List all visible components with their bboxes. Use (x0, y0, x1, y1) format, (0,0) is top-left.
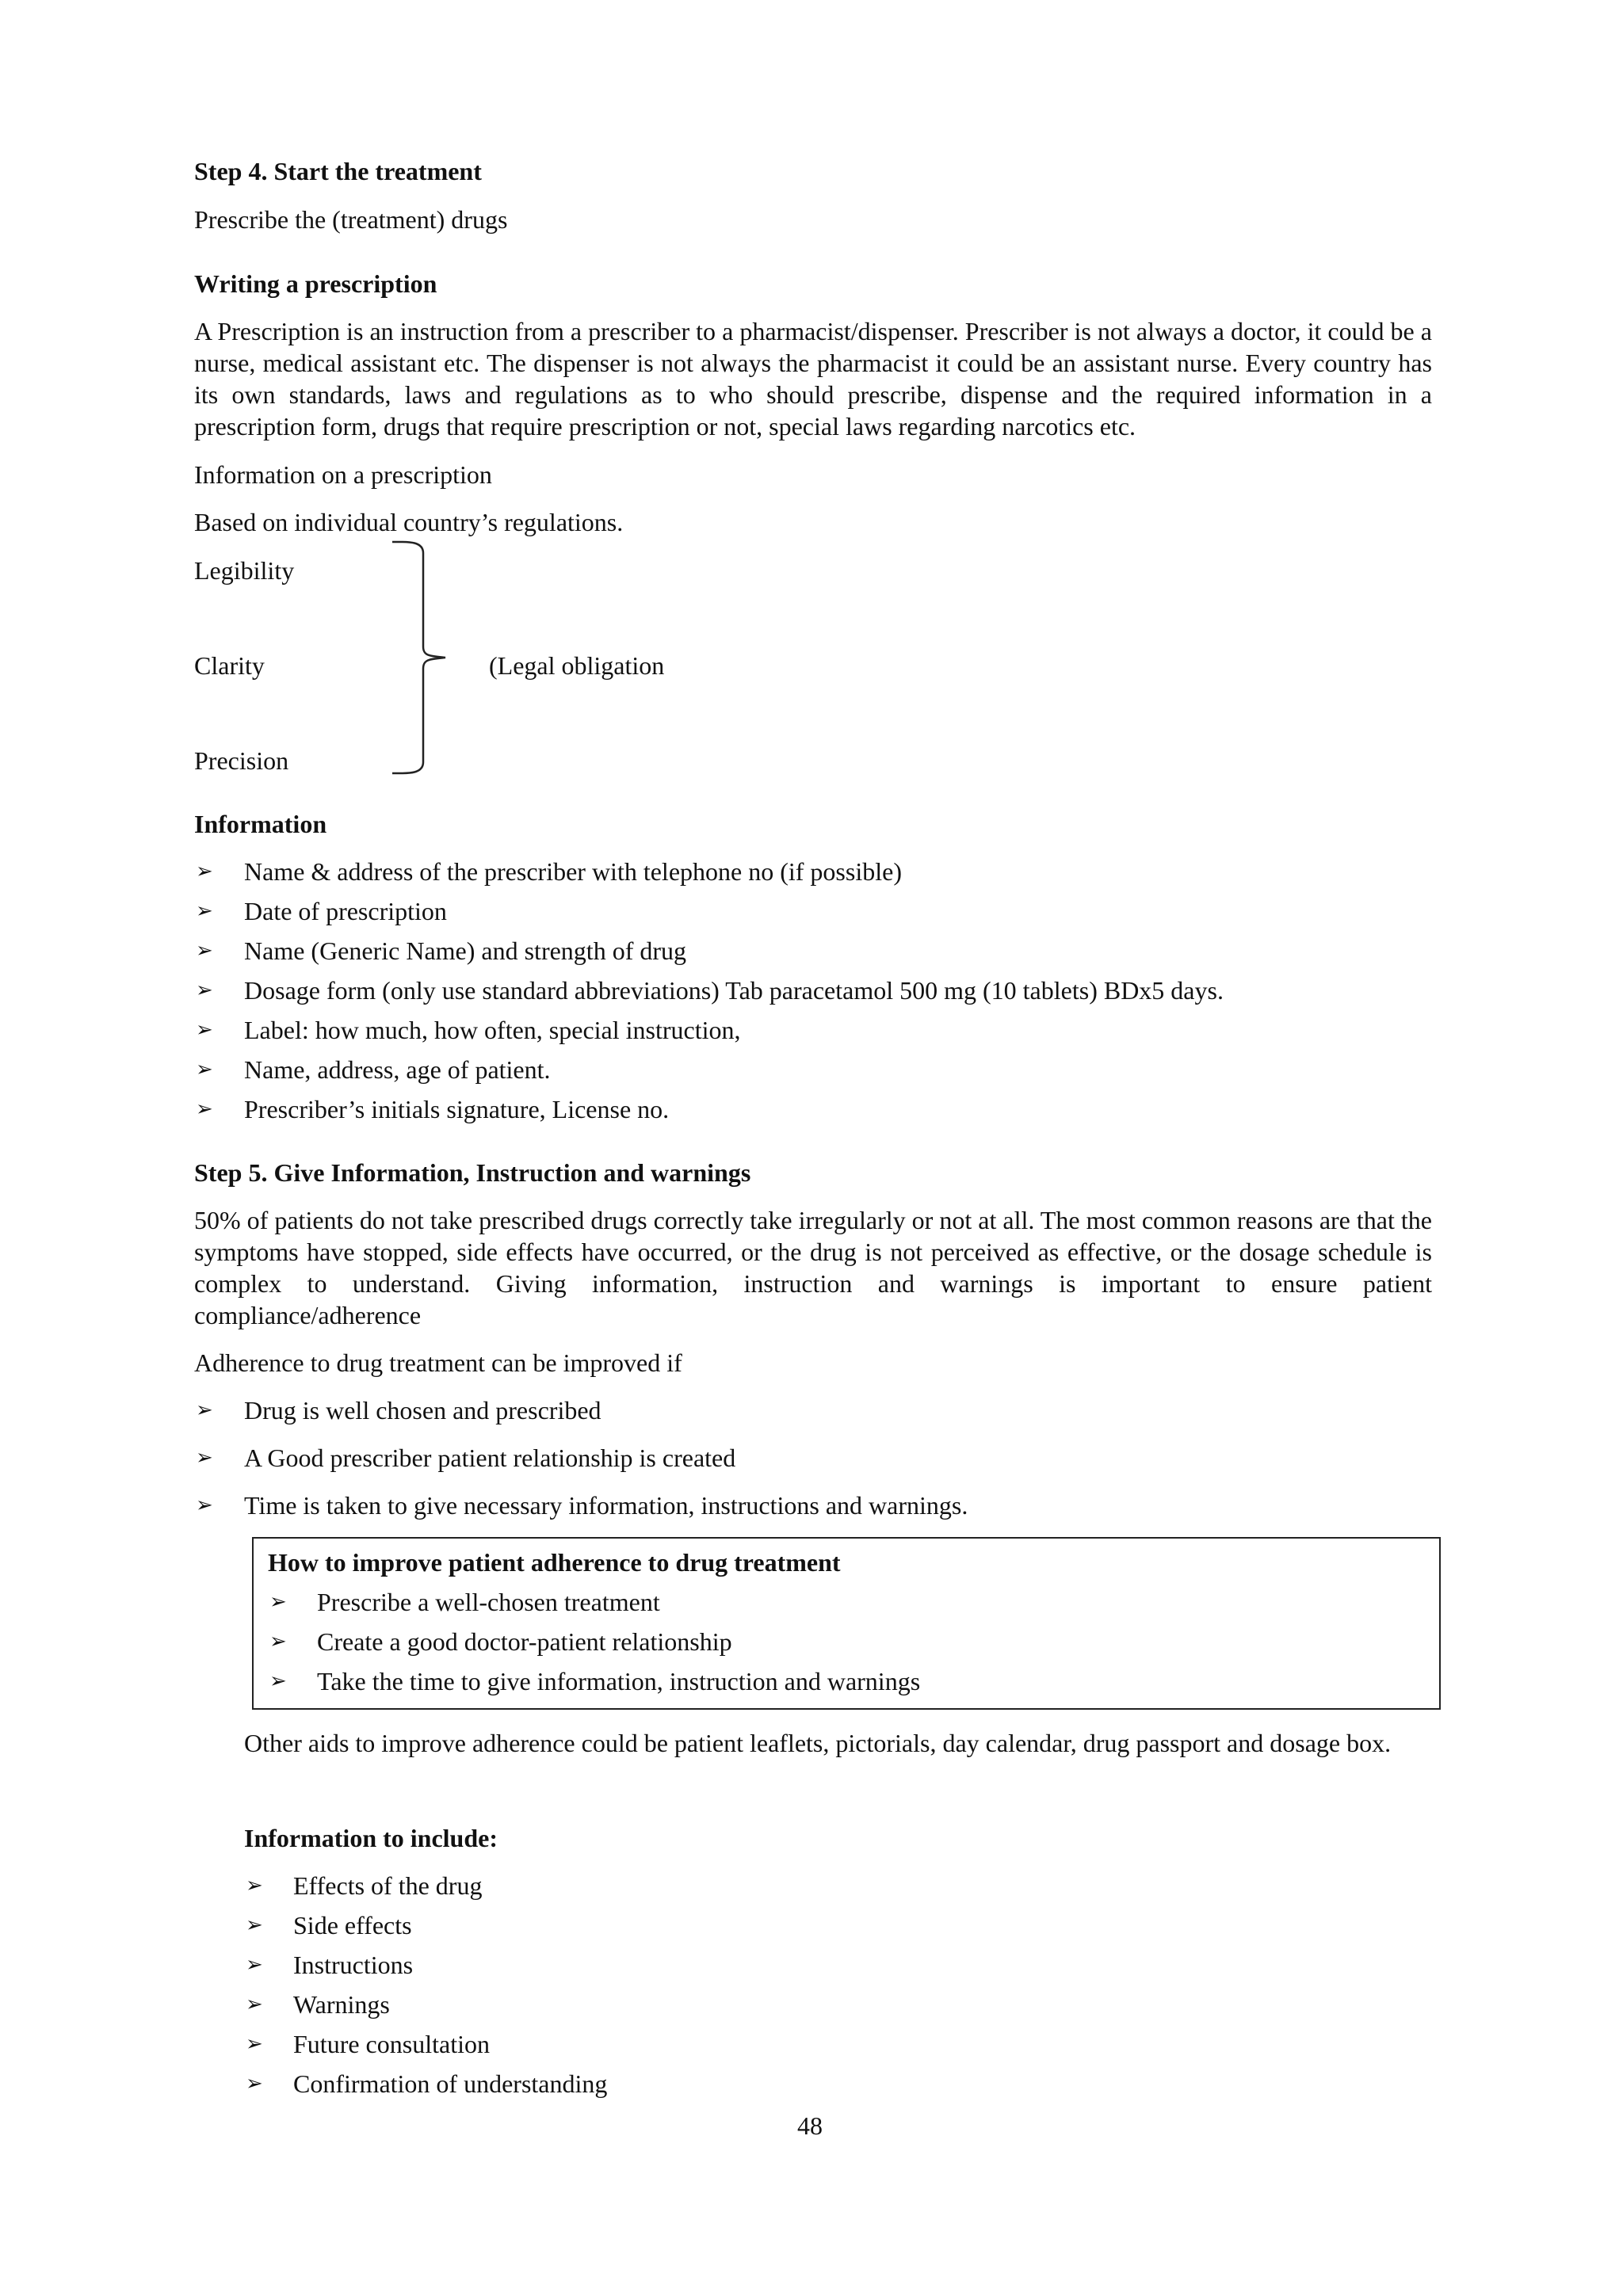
arrowhead-bullet-icon: ➢ (246, 2072, 263, 2096)
list-item: Instructions (293, 1951, 414, 1979)
arrowhead-bullet-icon: ➢ (196, 939, 213, 963)
arrowhead-bullet-icon: ➢ (196, 1018, 213, 1042)
list-item: Warnings (293, 1990, 390, 2019)
quality-legibility: Legibility (194, 556, 295, 585)
other-aids-paragraph: Other aids to improve adherence could be patient leaflets, pictorials, day calendar, drug passport and dosage box. (244, 1729, 1392, 1757)
arrowhead-bullet-icon: ➢ (196, 1446, 213, 1470)
box-title: How to improve patient adherence to drug treatment (268, 1548, 841, 1577)
list-item: Drug is well chosen and prescribed (244, 1396, 601, 1425)
quality-precision: Precision (194, 746, 289, 775)
step4-heading: Step 4. Start the treatment (194, 157, 482, 185)
list-item: Label: how much, how often, special instruction, (244, 1016, 741, 1044)
list-item: Effects of the drug (293, 1871, 483, 1900)
list-item: Prescribe a well-chosen treatment (317, 1588, 660, 1616)
legal-obligation: (Legal obligation (489, 651, 665, 680)
writing-heading: Writing a prescription (194, 269, 437, 298)
list-item: Name, address, age of patient. (244, 1055, 551, 1084)
quality-clarity: Clarity (194, 651, 265, 680)
writing-paragraph: A Prescription is an instruction from a prescriber to a pharmacist/dispenser. Prescriber is not always a doctor, it could be a nurse, medical assistant etc. The dispenser is not always the pharmacist it could be an assistant nurse. Every country has its own standards, laws and regulations as to who should prescribe, dispense and the required information in a prescription form, drugs that require prescription or not, special laws regarding narcotics etc. (194, 317, 1432, 441)
arrowhead-bullet-icon: ➢ (246, 2032, 263, 2056)
arrowhead-bullet-icon: ➢ (196, 1493, 213, 1517)
arrowhead-bullet-icon: ➢ (196, 860, 213, 883)
arrowhead-bullet-icon: ➢ (196, 1058, 213, 1081)
step4-line: Prescribe the (treatment) drugs (194, 205, 508, 234)
info-on-prescription: Information on a prescription (194, 460, 492, 489)
list-item: Time is taken to give necessary information, instructions and warnings. (244, 1491, 968, 1520)
right-brace-icon (388, 537, 452, 778)
list-item: Dosage form (only use standard abbreviations) Tab paracetamol 500 mg (10 tablets) BDx5 days. (244, 976, 1224, 1005)
list-item: Prescriber’s initials signature, License no. (244, 1095, 670, 1123)
adherence-box (252, 1537, 1441, 1710)
information-heading: Information (194, 810, 327, 838)
list-item: A Good prescriber patient relationship is created (244, 1444, 736, 1472)
arrowhead-bullet-icon: ➢ (246, 1874, 263, 1897)
list-item: Date of prescription (244, 897, 447, 925)
list-item: Create a good doctor-patient relationship (317, 1627, 732, 1656)
list-item: Side effects (293, 1911, 412, 1939)
page-number: 48 (797, 2111, 823, 2140)
list-item: Name & address of the prescriber with telephone no (if possible) (244, 857, 902, 886)
arrowhead-bullet-icon: ➢ (196, 899, 213, 923)
arrowhead-bullet-icon: ➢ (246, 1913, 263, 1937)
arrowhead-bullet-icon: ➢ (196, 1097, 213, 1121)
step5-paragraph: 50% of patients do not take prescribed drugs correctly take irregularly or not at all. The most common reasons are that the symptoms have stopped, side effects have occurred, or the drug is not perceived as effective, or the dosage schedule is complex to understand. Giving information, instruction and warnings is important to ensure patient compliance/adherence (194, 1206, 1432, 1329)
adherence-line: Adherence to drug treatment can be improved if (194, 1348, 682, 1377)
arrowhead-bullet-icon: ➢ (269, 1669, 287, 1693)
list-item: Name (Generic Name) and strength of drug (244, 936, 686, 965)
list-item: Future consultation (293, 2030, 490, 2058)
arrowhead-bullet-icon: ➢ (269, 1590, 287, 1614)
list-item: Confirmation of understanding (293, 2069, 608, 2098)
arrowhead-bullet-icon: ➢ (246, 1953, 263, 1977)
include-heading: Information to include: (244, 1824, 498, 1852)
arrowhead-bullet-icon: ➢ (246, 1993, 263, 2016)
arrowhead-bullet-icon: ➢ (196, 1398, 213, 1422)
step5-heading: Step 5. Give Information, Instruction and warnings (194, 1158, 751, 1187)
list-item: Take the time to give information, instruction and warnings (317, 1667, 921, 1695)
arrowhead-bullet-icon: ➢ (196, 978, 213, 1002)
based-on-regulations: Based on individual country’s regulations. (194, 508, 624, 536)
arrowhead-bullet-icon: ➢ (269, 1630, 287, 1653)
